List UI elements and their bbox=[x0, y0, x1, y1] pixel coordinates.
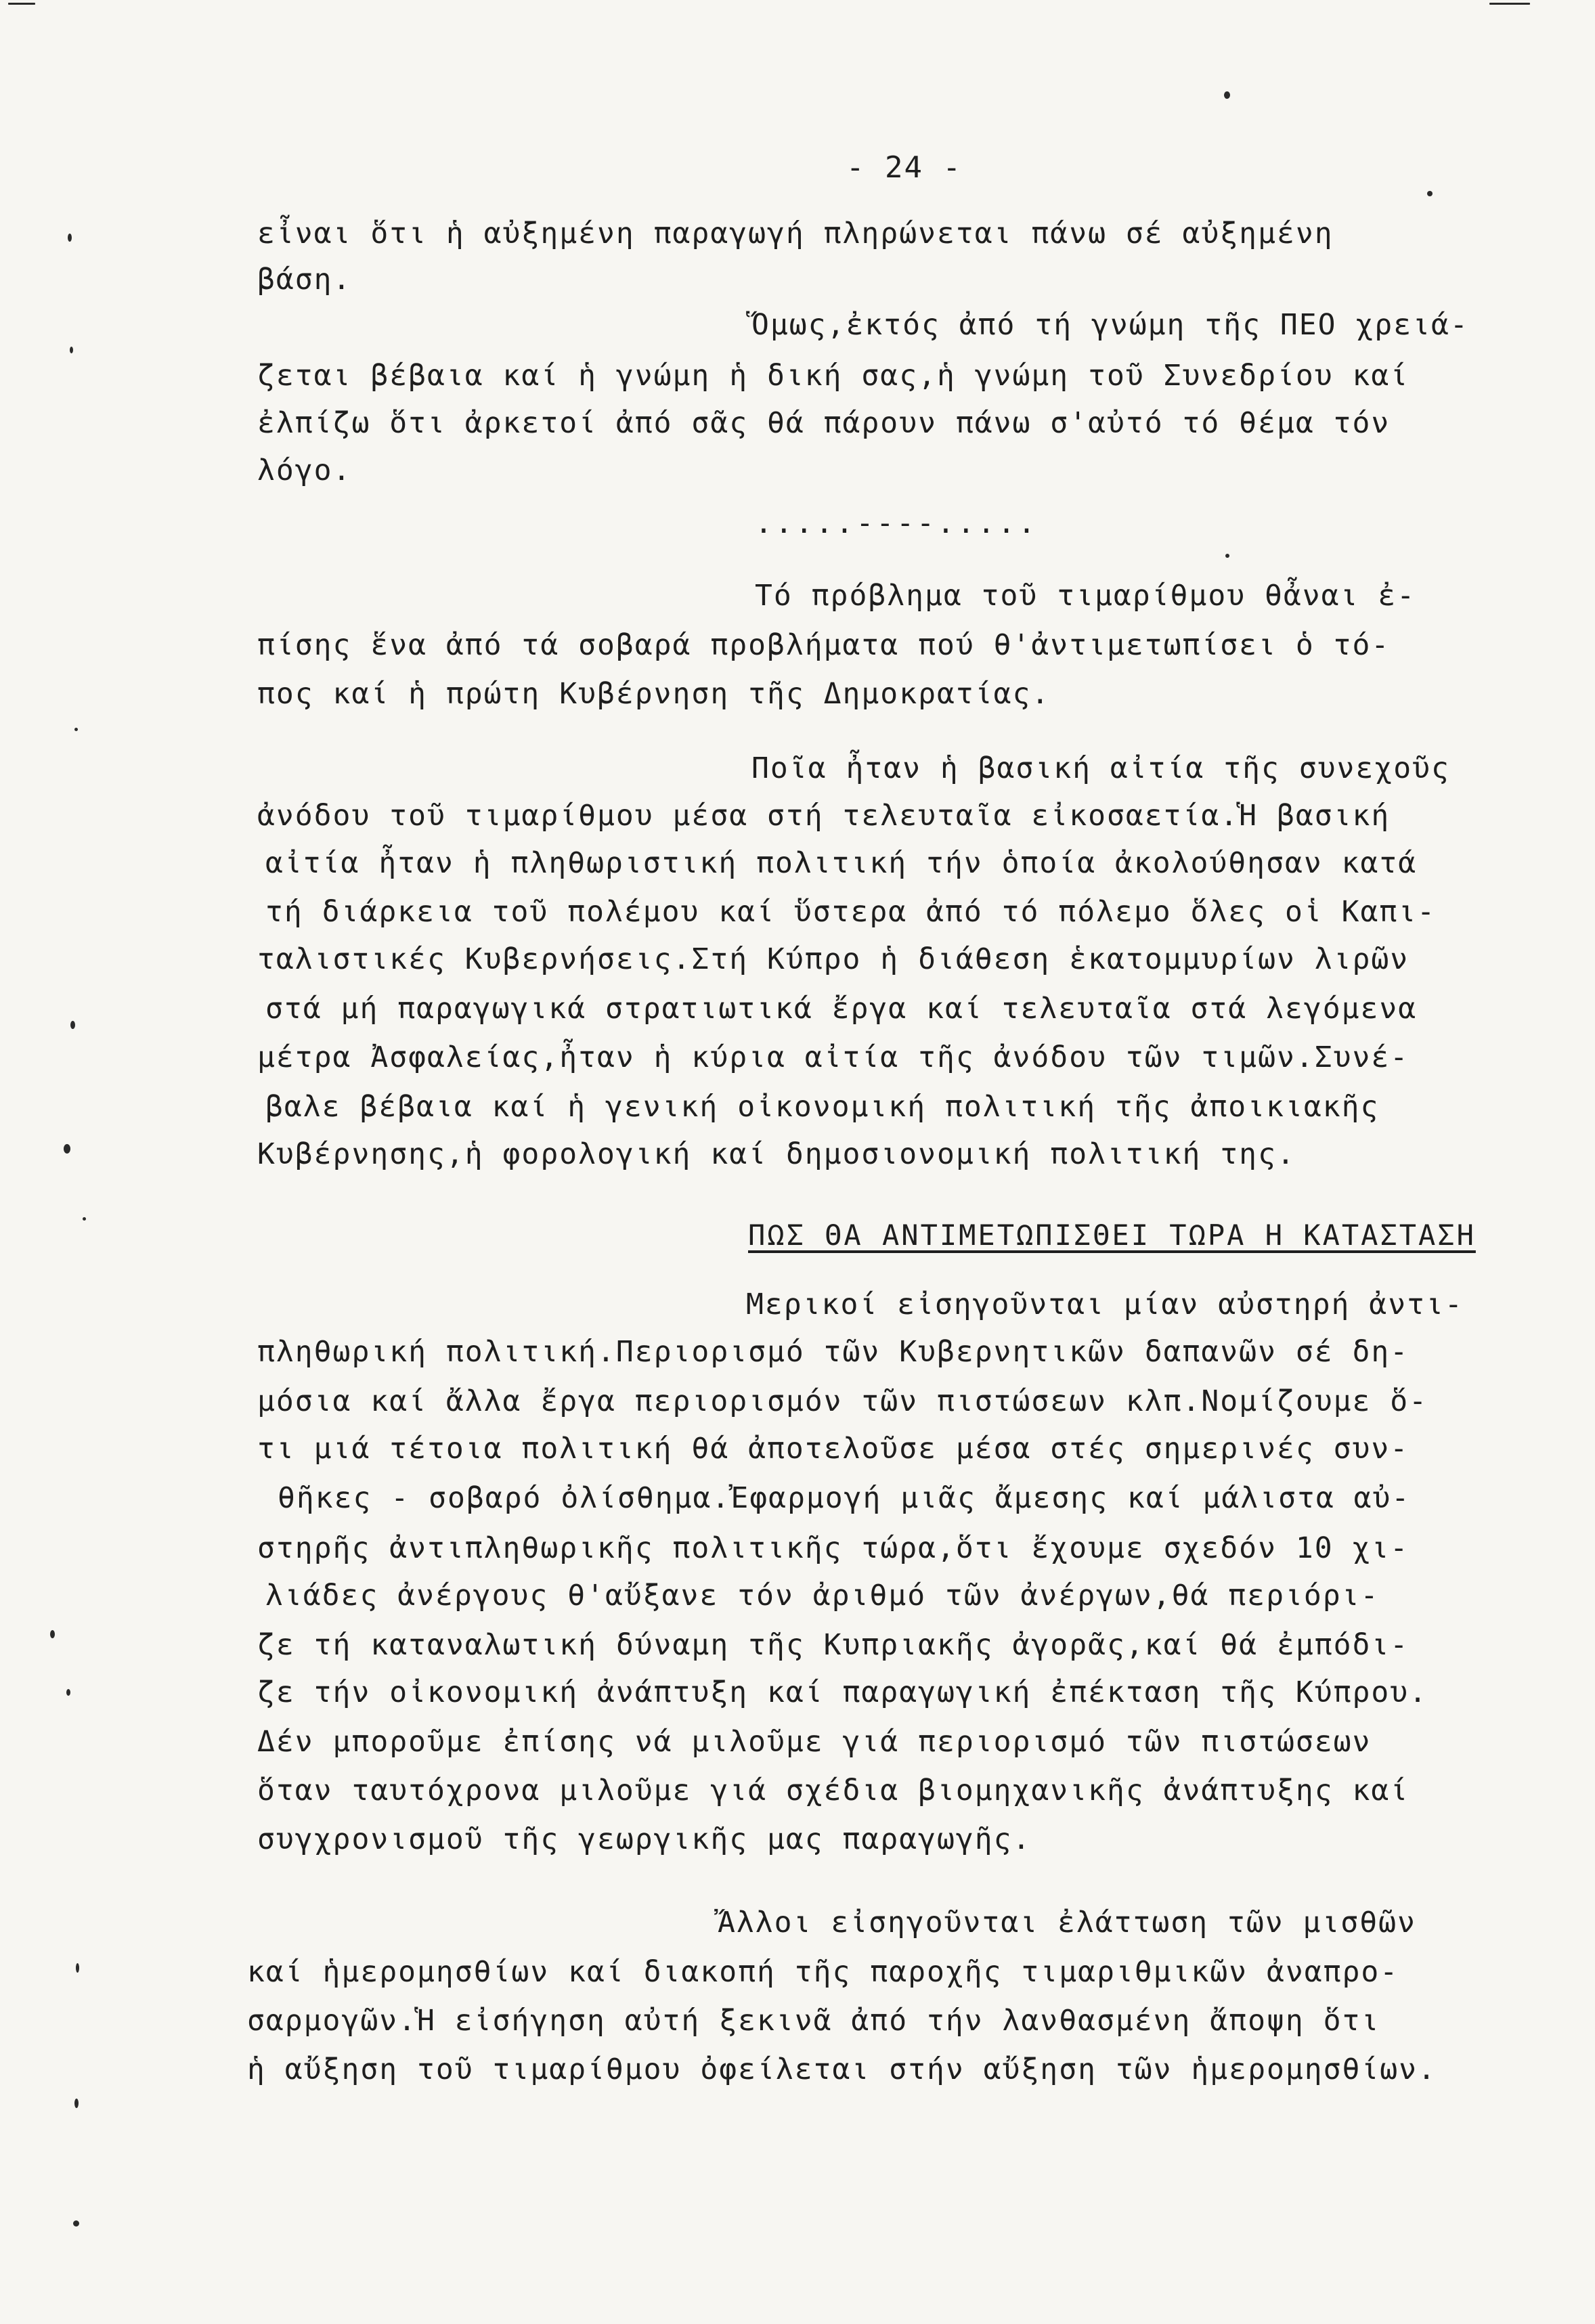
scan-speck bbox=[1225, 554, 1229, 558]
text-line: ἡ αὔξηση τοῦ τιμαρίθμου ὀφείλεται στήν αὔξηση τῶν ἡμερομησθίων. bbox=[247, 2053, 1437, 2086]
scan-speck bbox=[50, 1630, 55, 1638]
scan-speck bbox=[68, 234, 72, 242]
text-line: πληθωρική πολιτική.Περιορισμό τῶν Κυβερνητικῶν δαπανῶν σέ δη- bbox=[257, 1335, 1410, 1369]
text-line: ὅταν ταυτόχρονα μιλοῦμε γιά σχέδια βιομηχανικῆς ἀνάπτυξης καί bbox=[257, 1774, 1410, 1807]
scan-speck bbox=[74, 728, 78, 731]
page-number: - 24 - bbox=[846, 150, 962, 185]
text-line: ἐλπίζω ὅτι ἀρκετοί ἀπό σᾶς θά πάρουν πάνω σ'αὐτό τό θέμα τόν bbox=[257, 406, 1391, 440]
section-heading: ΠΩΣ ΘΑ ΑΝΤΙΜΕΤΩΠΙΣΘΕΙ ΤΩΡΑ Η ΚΑΤΑΣΤΑΣΗ bbox=[748, 1219, 1476, 1252]
text-line: πίσης ἕνα ἀπό τά σοβαρά προβλήματα πού θ'ἀντιμετωπίσει ὁ τό- bbox=[257, 628, 1391, 662]
text-line: Ποῖα ἦταν ἡ βασική αἰτία τῆς συνεχοῦς bbox=[751, 751, 1450, 785]
text-line: Δέν μποροῦμε ἐπίσης νά μιλοῦμε γιά περιορισμό τῶν πιστώσεων bbox=[257, 1725, 1372, 1759]
text-line: αἰτία ἦταν ἡ πληθωριστική πολιτική τήν ὁποία ἀκολούθησαν κατά bbox=[265, 846, 1418, 880]
text-line: ζεται βέβαια καί ἡ γνώμη ἡ δική σας,ἡ γνώμη τοῦ Συνεδρίου καί bbox=[257, 359, 1410, 393]
text-line: λιάδες ἀνέργους θ'αὔξανε τόν ἀριθμό τῶν ἀνέργων,θά περιόρι- bbox=[265, 1579, 1380, 1613]
scan-speck bbox=[8, 3, 35, 5]
text-line: Κυβέρνησης,ἡ φορολογική καί δημοσιονομική πολιτική της. bbox=[257, 1137, 1296, 1171]
text-line: στά μή παραγωγικά στρατιωτικά ἔργα καί τελευταῖα στά λεγόμενα bbox=[265, 992, 1418, 1026]
text-line: βαλε βέβαια καί ἡ γενική οἰκονομική πολιτική τῆς ἀποικιακῆς bbox=[265, 1090, 1380, 1124]
scan-speck bbox=[1224, 91, 1230, 99]
text-line: Ἄλλοι εἰσηγοῦνται ἐλάττωση τῶν μισθῶν bbox=[718, 1906, 1416, 1939]
text-line: συγχρονισμοῦ τῆς γεωργικῆς μας παραγωγῆς. bbox=[257, 1822, 1032, 1856]
text-line: τή διάρκεια τοῦ πολέμου καί ὕστερα ἀπό τό πόλεμο ὅλες οἱ Καπι- bbox=[265, 895, 1437, 929]
scan-speck bbox=[70, 1021, 75, 1029]
scan-speck bbox=[64, 1144, 70, 1154]
text-line: μέτρα Ἀσφαλείας,ἦταν ἡ κύρια αἰτία τῆς ἀνόδου τῶν τιμῶν.Συνέ- bbox=[257, 1040, 1410, 1074]
text-line: καί ἡμερομησθίων καί διακοπή τῆς παροχῆς τιμαριθμικῶν ἀναπρο- bbox=[247, 1955, 1399, 1989]
text-line: ζε τήν οἰκονομική ἀνάπτυξη καί παραγωγική ἐπέκταση τῆς Κύπρου. bbox=[257, 1675, 1428, 1709]
text-line: πος καί ἡ πρώτη Κυβέρνηση τῆς Δημοκρατίας. bbox=[257, 677, 1051, 711]
text-line: στηρῆς ἀντιπληθωρικῆς πολιτικῆς τώρα,ὅτι ἔχουμε σχεδόν 10 χι- bbox=[257, 1531, 1410, 1565]
text-line: Μερικοί εἰσηγοῦνται μίαν αὐστηρή ἀντι- bbox=[746, 1288, 1464, 1321]
text-line: λόγο. bbox=[257, 454, 352, 487]
separator: .....----..... bbox=[755, 506, 1039, 540]
text-line: εἶναι ὅτι ἡ αὐξημένη παραγωγή πληρώνεται πάνω σέ αὐξημένη bbox=[257, 217, 1334, 250]
scan-speck bbox=[1427, 191, 1433, 196]
text-line: ταλιστικές Κυβερνήσεις.Στή Κύπρο ἡ διάθεση ἑκατομμυρίων λιρῶν bbox=[257, 942, 1410, 976]
text-line: ζε τή καταναλωτική δύναμη τῆς Κυπριακῆς ἀγορᾶς,καί θά ἐμπόδι- bbox=[257, 1628, 1410, 1662]
scan-speck bbox=[1489, 3, 1530, 5]
scan-speck bbox=[70, 347, 73, 353]
text-line: βάση. bbox=[257, 263, 352, 297]
text-line: Ὅμως,ἐκτός ἀπό τή γνώμη τῆς ΠΕΟ χρειά- bbox=[751, 308, 1469, 342]
scan-speck bbox=[73, 2220, 79, 2227]
text-line: τι μιά τέτοια πολιτική θά ἀποτελοῦσε μέσα στές σημερινές συν- bbox=[257, 1432, 1410, 1466]
text-line: ἀνόδου τοῦ τιμαρίθμου μέσα στή τελευταῖα εἰκοσαετία.Ἡ βασική bbox=[257, 799, 1391, 833]
text-line: μόσια καί ἄλλα ἔργα περιορισμόν τῶν πιστώσεων κλπ.Νομίζουμε ὅ- bbox=[257, 1384, 1428, 1418]
text-line: Τό πρόβλημα τοῦ τιμαρίθμου θἆναι ἐ- bbox=[755, 579, 1416, 613]
text-line: σαρμογῶν.Ἡ εἰσήγηση αὐτή ξεκινᾶ ἀπό τήν λανθασμένη ἄποψη ὅτι bbox=[247, 2004, 1380, 2038]
scan-speck bbox=[76, 1963, 79, 1973]
scan-speck bbox=[74, 2099, 79, 2108]
scan-speck bbox=[66, 1689, 70, 1696]
scan-speck bbox=[83, 1217, 86, 1221]
text-line: θῆκες - σοβαρό ὀλίσθημα.Ἐφαρμογή μιᾶς ἄμεσης καί μάλιστα αὐ- bbox=[278, 1481, 1411, 1515]
